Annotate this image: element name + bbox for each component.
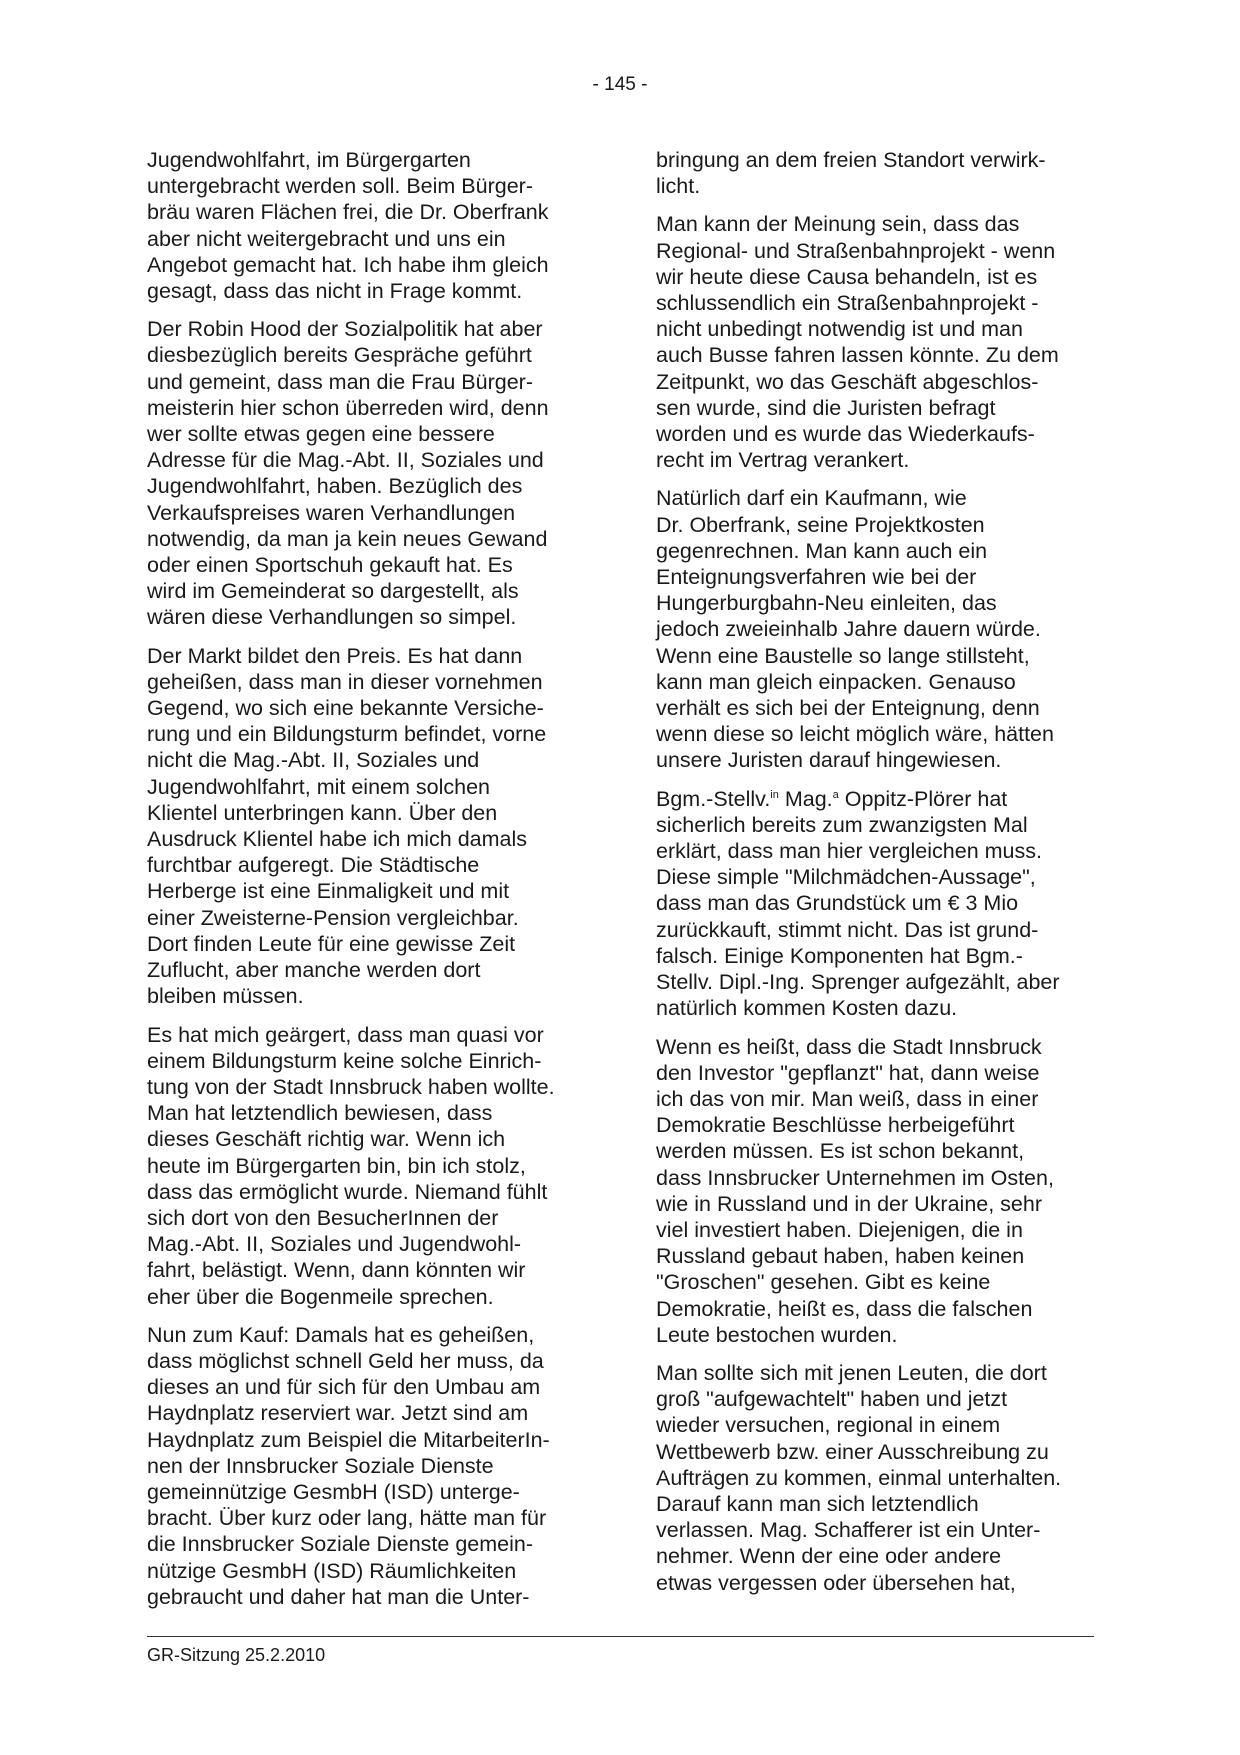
text-line: bringung an dem freien Standort verwirk- bbox=[656, 148, 1046, 172]
text-fragment: Mag. bbox=[778, 786, 833, 811]
text-line: gebraucht und daher hat man die Unter- bbox=[147, 1584, 530, 1609]
paragraph bbox=[656, 211, 1096, 473]
text-line: Mag.-Abt. II, Soziales und Jugendwohl- bbox=[147, 1232, 522, 1257]
text-line: falsch. Einige Komponenten hat Bgm.- bbox=[656, 943, 1023, 968]
text-line: Demokratie, heißt es, dass die falschen bbox=[656, 1296, 1033, 1321]
text-line: dass man das Grundstück um € 3 Mio bbox=[656, 891, 1019, 916]
text-line: nützige GesmbH (ISD) Räumlichkeiten bbox=[147, 1558, 517, 1583]
text-line: wird im Gemeinderat so dargestellt, als bbox=[147, 579, 519, 604]
text-line: Regional- und Straßenbahnprojekt - wenn bbox=[656, 238, 1056, 263]
paragraph bbox=[656, 786, 1096, 1022]
text-line: nehmer. Wenn der eine oder andere bbox=[656, 1544, 1002, 1569]
text-line bbox=[656, 786, 1096, 812]
superscript: in bbox=[770, 788, 779, 801]
text-line: Natürlich darf ein Kaufmann, wie bbox=[656, 486, 967, 511]
text-line: notwendig, da man ja kein neues Gewand bbox=[147, 526, 548, 551]
text-line: Aufträgen zu kommen, einmal unterhalten. bbox=[656, 1465, 1062, 1490]
text-line: den Investor "gepflanzt" hat, dann weise bbox=[656, 1060, 1040, 1085]
text-line: verhält es sich bei der Enteignung, denn bbox=[656, 696, 1040, 721]
text-line: Zuflucht, aber manche werden dort bbox=[147, 958, 481, 983]
text-line: sich dort von den BesucherInnen der bbox=[147, 1205, 499, 1230]
text-line: dass möglichst schnell Geld her muss, da bbox=[147, 1348, 544, 1373]
paragraph bbox=[656, 485, 1096, 773]
text-line: recht im Vertrag verankert. bbox=[656, 448, 910, 473]
text-line: Jugendwohlfahrt, mit einem solchen bbox=[147, 774, 490, 799]
text-line: groß "aufgewachtelt" haben und jetzt bbox=[656, 1387, 1008, 1412]
paragraph bbox=[147, 1022, 587, 1310]
text-line: wir heute diese Causa behandeln, ist es bbox=[656, 264, 1038, 289]
text-line: Hungerburgbahn-Neu einleiten, das bbox=[656, 591, 997, 616]
text-line: einer Zweisterne-Pension vergleichbar. bbox=[147, 905, 519, 930]
text-line: aber nicht weitergebracht und uns ein bbox=[147, 226, 506, 251]
text-line: jedoch zweieinhalb Jahre dauern würde. bbox=[656, 617, 1041, 642]
right-column bbox=[656, 147, 1096, 1608]
text-line: untergebracht werden soll. Beim Bürger- bbox=[147, 174, 533, 199]
paragraph bbox=[656, 1360, 1096, 1596]
left-column bbox=[147, 147, 587, 1622]
text-line: werden müssen. Es ist schon bekannt, bbox=[656, 1139, 1025, 1164]
text-line: Stellv. Dipl.-Ing. Sprenger aufgezählt, aber bbox=[656, 970, 1060, 995]
text-line: Dr. Oberfrank, seine Projektkosten bbox=[656, 512, 985, 537]
text-line: Ausdruck Klientel habe ich mich damals bbox=[147, 827, 528, 852]
text-line: auch Busse fahren lassen könnte. Zu dem bbox=[656, 343, 1059, 368]
text-line: Der Markt bildet den Preis. Es hat dann bbox=[147, 643, 523, 668]
paragraph bbox=[147, 316, 587, 630]
text-line: wie in Russland und in der Ukraine, sehr bbox=[656, 1191, 1043, 1216]
text-line: Der Robin Hood der Sozialpolitik hat aber bbox=[147, 317, 543, 342]
text-line: Leute bestochen wurden. bbox=[656, 1322, 898, 1347]
text-line: sen wurde, sind die Juristen befragt bbox=[656, 395, 996, 420]
text-line: Angebot gemacht hat. Ich habe ihm gleich bbox=[147, 252, 549, 277]
paragraph bbox=[147, 1322, 587, 1610]
text-line: Demokratie Beschlüsse herbeigeführt bbox=[656, 1113, 1015, 1138]
text-line: nen der Innsbrucker Soziale Dienste bbox=[147, 1453, 494, 1478]
text-line: bräu waren Flächen frei, die Dr. Oberfrank bbox=[147, 200, 549, 225]
text-line: heute im Bürgergarten bin, bin ich stolz, bbox=[147, 1153, 526, 1178]
paragraph bbox=[147, 147, 587, 304]
text-line: Wenn eine Baustelle so lange stillsteht, bbox=[656, 643, 1030, 668]
text-line: erklärt, dass man hier vergleichen muss. bbox=[656, 839, 1042, 864]
text-line: Man hat letztendlich bewiesen, dass bbox=[147, 1101, 493, 1126]
text-line: und gemeint, dass man die Frau Bürger- bbox=[147, 369, 534, 394]
text-line: schlussendlich ein Straßenbahnprojekt - bbox=[656, 291, 1039, 316]
text-line: unsere Juristen darauf hingewiesen. bbox=[656, 748, 1002, 773]
text-line: sicherlich bereits zum zwanzigsten Mal bbox=[656, 812, 1028, 837]
text-line: Man sollte sich mit jenen Leuten, die dort bbox=[656, 1360, 1047, 1385]
text-line: Es hat mich geärgert, dass man quasi vor bbox=[147, 1022, 544, 1047]
text-line: Klientel unterbringen kann. Über den bbox=[147, 800, 498, 825]
text-line: gemeinnützige GesmbH (ISD) unterge- bbox=[147, 1479, 520, 1504]
footer-divider bbox=[147, 1636, 1094, 1637]
text-line: Haydnplatz reserviert war. Jetzt sind am bbox=[147, 1401, 529, 1426]
text-line: ich das von mir. Man weiß, dass in einer bbox=[656, 1086, 1039, 1111]
text-line: zurückkauft, stimmt nicht. Das ist grund- bbox=[656, 917, 1039, 942]
superscript: a bbox=[832, 788, 839, 801]
text-line: bracht. Über kurz oder lang, hätte man für bbox=[147, 1506, 547, 1531]
text-line: dieses Geschäft richtig war. Wenn ich bbox=[147, 1127, 506, 1152]
text-line: Jugendwohlfahrt, im Bürgergarten bbox=[147, 148, 471, 172]
text-line: einem Bildungsturm keine solche Einrich- bbox=[147, 1048, 542, 1073]
text-line: tung von der Stadt Innsbruck haben wollte. bbox=[147, 1074, 555, 1099]
text-line: Man kann der Meinung sein, dass das bbox=[656, 212, 1020, 237]
text-fragment: Bgm.-Stellv. bbox=[656, 786, 771, 811]
text-line: rung und ein Bildungsturm befindet, vorne bbox=[147, 722, 547, 747]
text-line: furchtbar aufgeregt. Die Städtische bbox=[147, 853, 480, 878]
text-line: Nun zum Kauf: Damals hat es geheißen, bbox=[147, 1322, 535, 1347]
text-line: fahrt, belästigt. Wenn, dann könnten wir bbox=[147, 1258, 526, 1283]
text-line: "Groschen" gesehen. Gibt es keine bbox=[656, 1270, 991, 1295]
text-line: oder einen Sportschuh gekauft hat. Es bbox=[147, 553, 513, 578]
paragraph bbox=[147, 643, 587, 1010]
text-line: Haydnplatz zum Beispiel die MitarbeiterIn- bbox=[147, 1427, 550, 1452]
text-line: Wenn es heißt, dass die Stadt Innsbruck bbox=[656, 1034, 1042, 1059]
text-line: Wettbewerb bzw. einer Ausschreibung zu bbox=[656, 1439, 1049, 1464]
text-line: dass Innsbrucker Unternehmen im Osten, bbox=[656, 1165, 1054, 1190]
text-line: wenn diese so leicht möglich wäre, hätten bbox=[656, 722, 1054, 747]
text-line: meisterin hier schon überreden wird, denn bbox=[147, 395, 549, 420]
footer-session-date: GR-Sitzung 25.2.2010 bbox=[147, 1645, 326, 1665]
text-line: gegenrechnen. Man kann auch ein bbox=[656, 538, 988, 563]
text-line: wären diese Verhandlungen so simpel. bbox=[147, 605, 517, 630]
text-line: licht. bbox=[656, 174, 701, 199]
text-line: die Innsbrucker Soziale Dienste gemein- bbox=[147, 1532, 534, 1557]
text-line: Dort finden Leute für eine gewisse Zeit bbox=[147, 931, 516, 956]
text-line: nicht die Mag.-Abt. II, Soziales und bbox=[147, 748, 480, 773]
text-line: Enteignungsverfahren wie bei der bbox=[656, 565, 977, 590]
text-line: Gegend, wo sich eine bekannte Versiche- bbox=[147, 696, 544, 721]
text-line: dass das ermöglicht wurde. Niemand fühlt bbox=[147, 1179, 548, 1204]
text-line: Verkaufspreises waren Verhandlungen bbox=[147, 500, 516, 525]
text-line: geheißen, dass man in dieser vornehmen bbox=[147, 669, 543, 694]
text-line: Adresse für die Mag.-Abt. II, Soziales und bbox=[147, 448, 544, 473]
text-line: bleiben müssen. bbox=[147, 984, 304, 1009]
text-line: Jugendwohlfahrt, haben. Bezüglich des bbox=[147, 474, 523, 499]
text-line: eher über die Bogenmeile sprechen. bbox=[147, 1284, 494, 1309]
text-line: Darauf kann man sich letztendlich bbox=[656, 1491, 979, 1516]
text-line: wer sollte etwas gegen eine bessere bbox=[147, 422, 495, 447]
text-line: Diese simple "Milchmädchen-Aussage", bbox=[656, 865, 1036, 890]
text-line: verlassen. Mag. Schafferer ist ein Unter- bbox=[656, 1518, 1041, 1543]
text-line: kann man gleich einpacken. Genauso bbox=[656, 669, 1016, 694]
text-line: dieses an und für sich für den Umbau am bbox=[147, 1375, 541, 1400]
text-line: natürlich kommen Kosten dazu. bbox=[656, 996, 958, 1021]
text-line: Herberge ist eine Einmaligkeit und mit bbox=[147, 879, 510, 904]
text-line: worden und es wurde das Wiederkaufs- bbox=[656, 422, 1035, 447]
paragraph bbox=[656, 1034, 1096, 1348]
paragraph bbox=[656, 147, 1096, 199]
text-line: diesbezüglich bereits Gespräche geführt bbox=[147, 343, 532, 368]
text-line: etwas vergessen oder übersehen hat, bbox=[656, 1570, 1016, 1595]
page-number: - 145 - bbox=[592, 74, 648, 95]
text-line: gesagt, dass das nicht in Frage kommt. bbox=[147, 279, 523, 304]
text-line: wieder versuchen, regional in einem bbox=[656, 1413, 1001, 1438]
text-fragment: Oppitz-Plörer hat bbox=[838, 786, 1008, 811]
text-line: nicht unbedingt notwendig ist und man bbox=[656, 317, 1023, 342]
text-line: Russland gebaut haben, haben keinen bbox=[656, 1244, 1025, 1269]
text-line: viel investiert haben. Diejenigen, die in bbox=[656, 1217, 1023, 1242]
text-line: Zeitpunkt, wo das Geschäft abgeschlos- bbox=[656, 369, 1039, 394]
